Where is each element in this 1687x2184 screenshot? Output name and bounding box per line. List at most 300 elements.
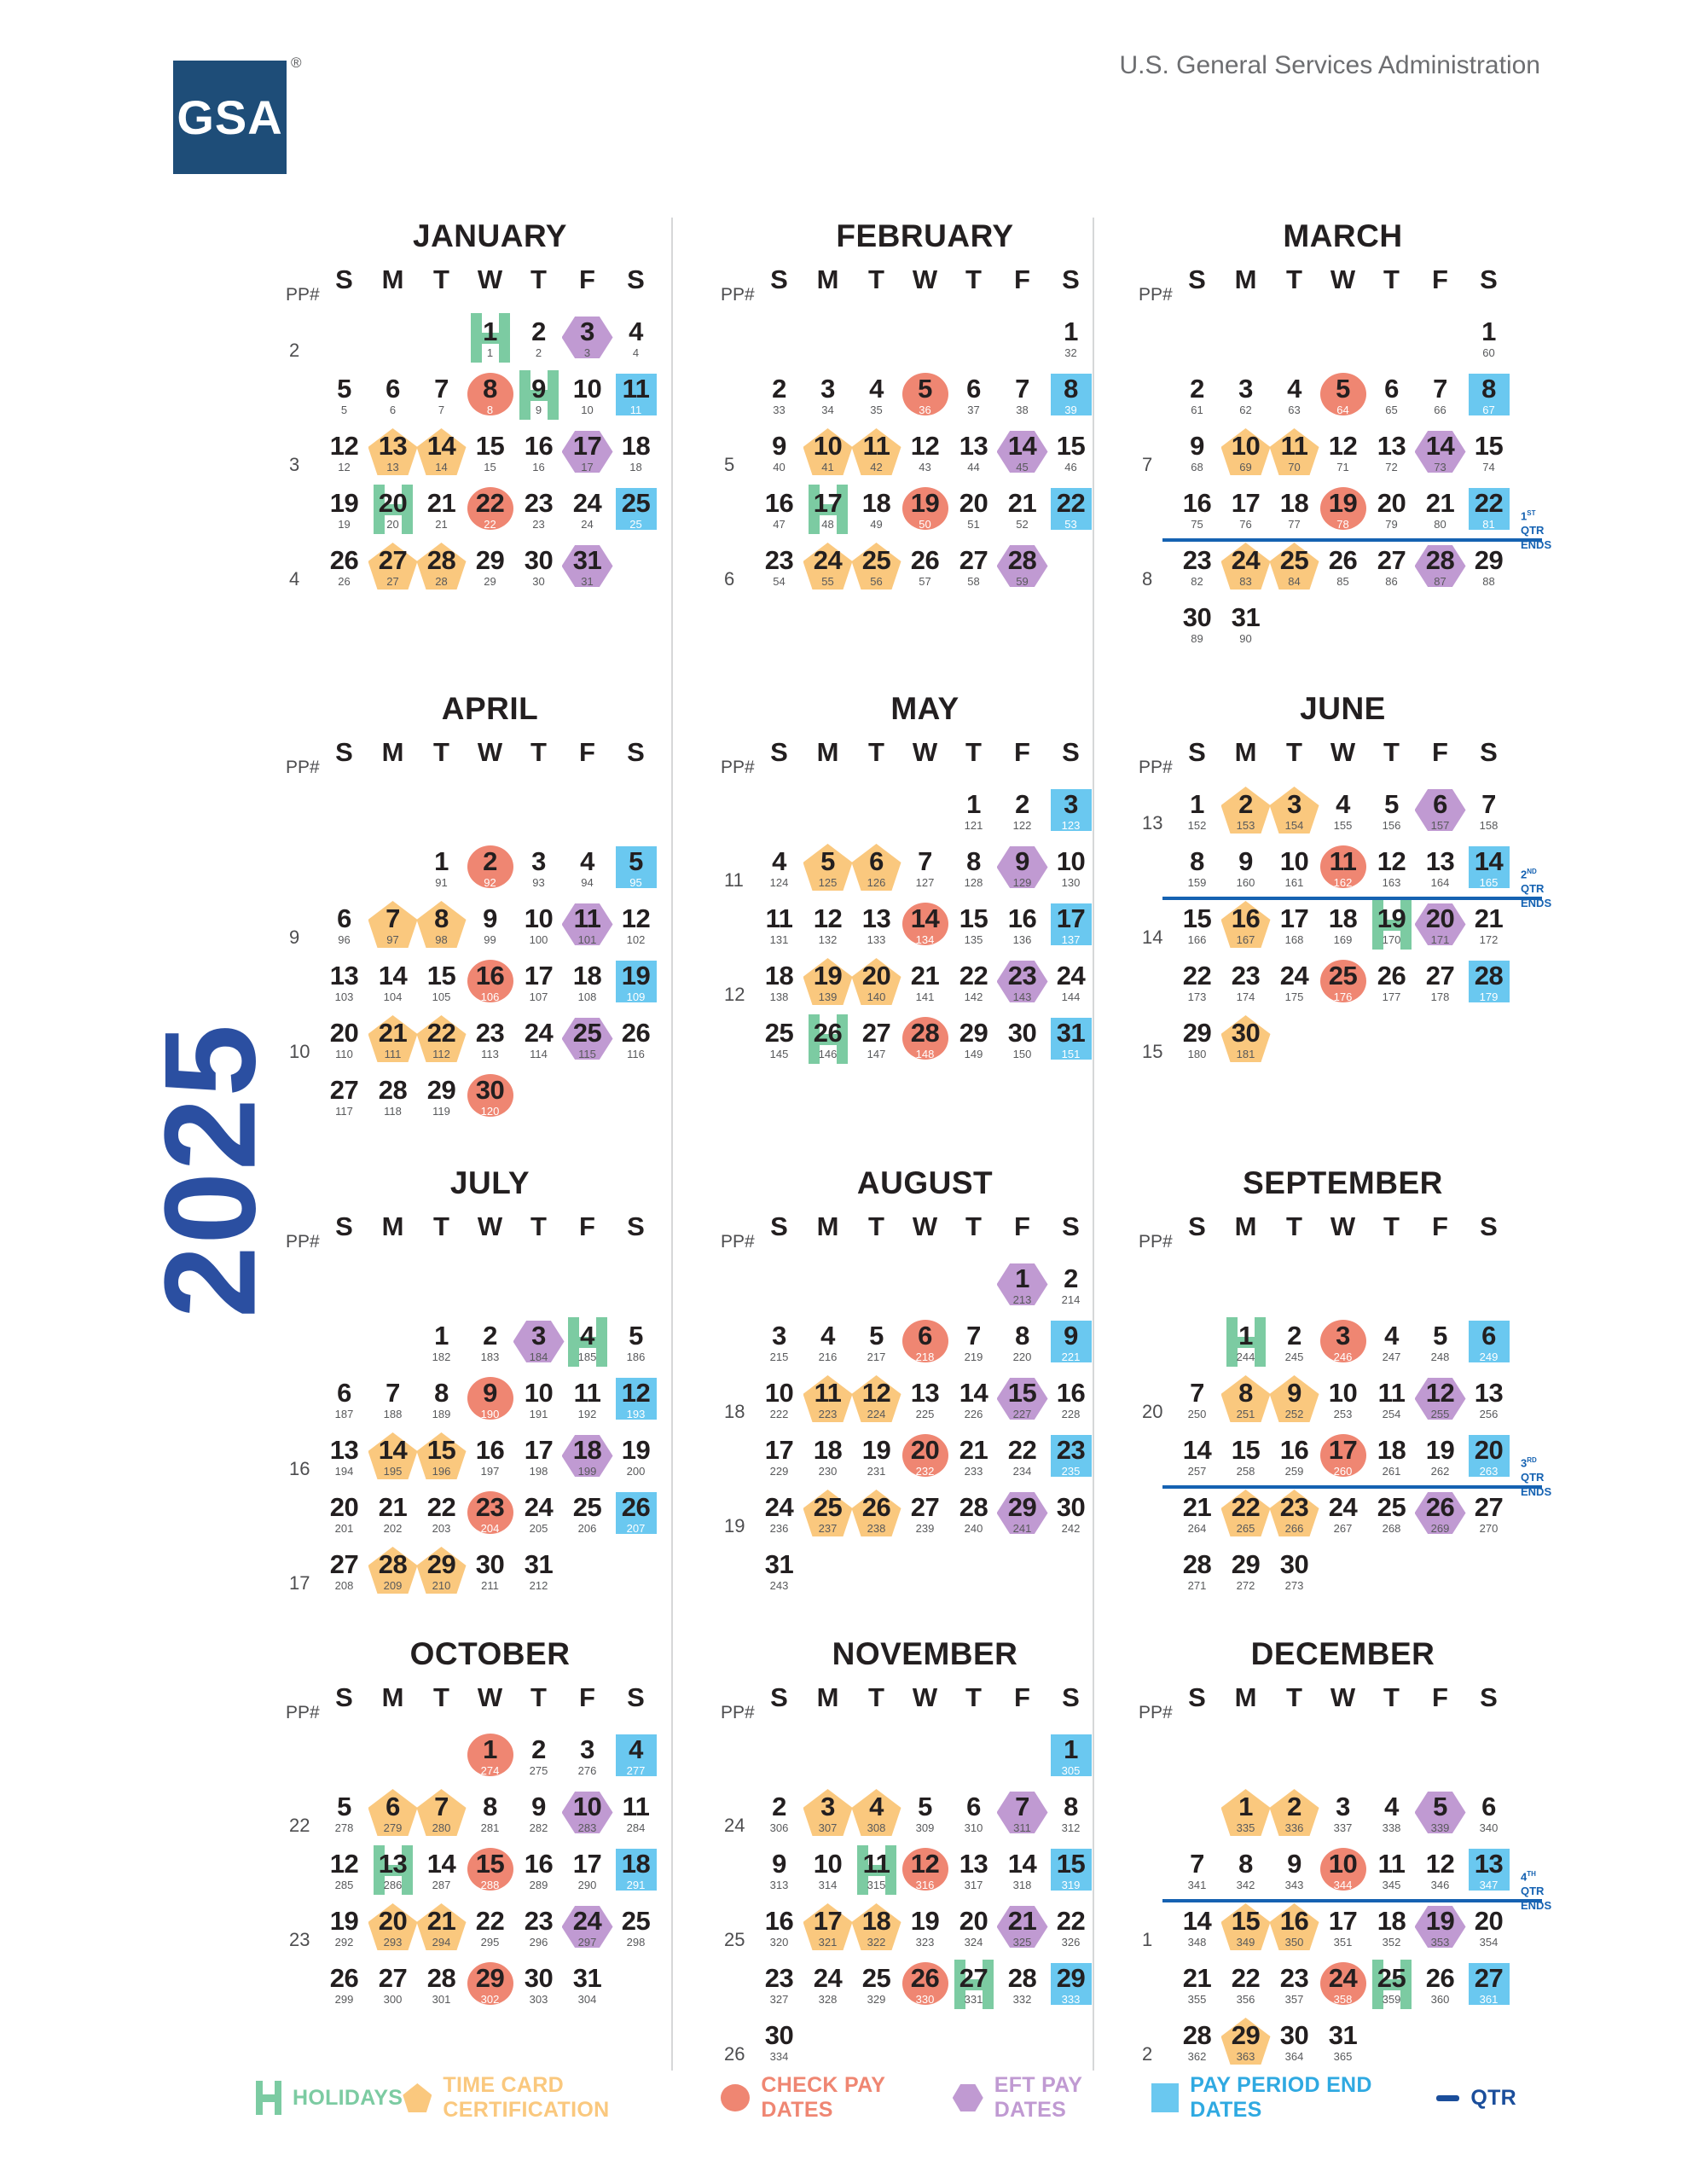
julian-number: 75 xyxy=(1191,518,1203,531)
month-weeks xyxy=(721,1263,1181,1606)
day-number: 6 xyxy=(1481,1792,1496,1821)
julian-number: 177 xyxy=(1382,990,1401,1003)
julian-number: 82 xyxy=(1191,575,1203,588)
julian-number: 326 xyxy=(1061,1936,1081,1949)
day-number: 7 xyxy=(918,846,932,876)
julian-number: 314 xyxy=(818,1879,838,1891)
day-number: 27 xyxy=(1377,545,1406,575)
day-cell xyxy=(1046,903,1095,960)
month-title: MARCH xyxy=(1283,218,1403,253)
day-number: 17 xyxy=(813,1906,843,1936)
julian-number: 256 xyxy=(1479,1408,1499,1420)
week-row xyxy=(1139,1017,1599,1074)
pp-number xyxy=(721,1263,755,1320)
day-number: 26 xyxy=(1377,961,1406,990)
day-number: 12 xyxy=(329,1849,359,1879)
day-cell xyxy=(1319,1962,1367,2019)
month-title: AUGUST xyxy=(856,1165,994,1200)
day-cell xyxy=(1319,1491,1367,1548)
day-cell xyxy=(466,1320,514,1377)
month-title: MAY xyxy=(890,691,959,726)
day-cell xyxy=(563,1491,612,1548)
julian-number: 18 xyxy=(629,461,642,473)
weekday-letter: S xyxy=(335,737,353,767)
day-number: 17 xyxy=(1056,903,1086,933)
day-cell xyxy=(1270,1491,1319,1548)
week-row xyxy=(1139,1320,1599,1377)
week-row xyxy=(1139,1548,1599,1606)
weekday-letter: F xyxy=(579,1682,595,1712)
pp-number: 23 xyxy=(289,1929,310,1950)
day-cell xyxy=(1319,544,1367,601)
month-december xyxy=(1139,1636,1599,2077)
julian-number: 246 xyxy=(1333,1350,1353,1363)
week-row xyxy=(721,373,1181,430)
julian-number: 40 xyxy=(773,461,786,473)
pp-header-cell xyxy=(721,1211,755,1254)
day-cell xyxy=(949,1017,998,1074)
day-number: 29 xyxy=(426,1075,456,1105)
julian-number: 329 xyxy=(867,1993,886,2006)
day-cell xyxy=(1046,1905,1095,1962)
day-number: 20 xyxy=(1474,1435,1504,1465)
julian-number: 115 xyxy=(578,1048,596,1060)
weekday-letter: S xyxy=(1480,737,1498,767)
day-cell xyxy=(852,1434,901,1491)
day-number: 29 xyxy=(1056,1963,1086,1993)
day-cell xyxy=(803,373,852,430)
weekday-letter: T xyxy=(1383,1211,1400,1241)
day-number: 17 xyxy=(572,431,602,461)
julian-number: 100 xyxy=(529,933,548,946)
pp-header-label: PP# xyxy=(1139,1232,1173,1252)
day-cell xyxy=(1270,601,1319,659)
pp-number xyxy=(721,1434,755,1491)
pp-number xyxy=(721,1548,755,1606)
pp-number xyxy=(1139,601,1173,659)
julian-number: 323 xyxy=(915,1936,935,1949)
julian-number: 110 xyxy=(335,1048,353,1060)
day-cell xyxy=(852,903,901,960)
day-cell xyxy=(1367,1017,1416,1074)
day-cell xyxy=(1270,1905,1319,1962)
julian-number: 180 xyxy=(1187,1048,1207,1060)
day-cell xyxy=(1046,1791,1095,1848)
day-cell xyxy=(417,960,466,1017)
day-number: 19 xyxy=(861,1435,891,1465)
day-cell xyxy=(1173,1377,1221,1434)
julian-number: 328 xyxy=(818,1993,838,2006)
day-number: 15 xyxy=(426,961,456,990)
day-number: 28 xyxy=(426,545,456,575)
weekday-letter: W xyxy=(912,264,938,294)
day-number: 13 xyxy=(329,961,359,990)
month-weeks xyxy=(286,845,746,1131)
qtr-end-line xyxy=(1162,538,1542,542)
month-october xyxy=(286,1636,746,2019)
day-cell xyxy=(1464,788,1513,845)
day-cell xyxy=(1173,1017,1221,1074)
day-number: 22 xyxy=(1056,488,1086,518)
pp-number: 19 xyxy=(724,1515,745,1536)
day-cell xyxy=(417,1791,466,1848)
day-cell xyxy=(1046,316,1095,373)
day-cell xyxy=(901,544,949,601)
pp-number xyxy=(721,1734,755,1791)
day-cell xyxy=(1416,788,1464,845)
day-number: 22 xyxy=(426,1018,456,1048)
day-number: 11 xyxy=(622,374,650,404)
day-cell xyxy=(1367,788,1416,845)
julian-number: 22 xyxy=(484,518,496,531)
julian-number: 207 xyxy=(626,1522,646,1535)
day-number: 20 xyxy=(959,1906,988,1936)
pp-number: 12 xyxy=(724,984,745,1005)
weekday-letter: W xyxy=(477,1211,503,1241)
julian-number: 158 xyxy=(1479,819,1499,832)
pp-number: 18 xyxy=(724,1401,745,1422)
day-cell xyxy=(1046,1434,1095,1491)
julian-number: 272 xyxy=(1236,1579,1255,1592)
day-number: 5 xyxy=(918,1792,932,1821)
julian-number: 206 xyxy=(577,1522,597,1535)
day-number: 23 xyxy=(1279,1963,1309,1993)
julian-number: 302 xyxy=(480,1993,500,2006)
julian-number: 358 xyxy=(1333,1993,1353,2006)
weekday-letter: W xyxy=(477,737,503,767)
day-cell xyxy=(1319,373,1367,430)
day-number: 27 xyxy=(959,545,988,575)
day-number: 25 xyxy=(572,1492,602,1522)
day-number: 21 xyxy=(959,1435,988,1465)
julian-number: 47 xyxy=(773,518,786,531)
day-cell xyxy=(1464,2019,1513,2077)
julian-number: 95 xyxy=(629,876,642,889)
day-cell xyxy=(852,1320,901,1377)
day-number: 18 xyxy=(1279,488,1309,518)
day-cell xyxy=(368,430,417,487)
julian-number: 253 xyxy=(1333,1408,1353,1420)
day-cell xyxy=(1416,1491,1464,1548)
day-number: 10 xyxy=(1279,846,1309,876)
day-number: 13 xyxy=(959,431,988,461)
day-number: 29 xyxy=(959,1018,988,1048)
day-cell xyxy=(1270,903,1319,960)
julian-number: 327 xyxy=(769,1993,789,2006)
day-number: 19 xyxy=(910,1906,940,1936)
weekday-header xyxy=(286,1682,746,1725)
pp-number: 2 xyxy=(289,340,300,361)
day-cell xyxy=(755,430,803,487)
day-cell xyxy=(466,1017,514,1074)
day-cell xyxy=(563,1905,612,1962)
day-cell xyxy=(612,316,660,373)
day-cell xyxy=(755,960,803,1017)
pp-header-label: PP# xyxy=(721,1703,755,1722)
julian-number: 124 xyxy=(769,876,789,889)
day-cell xyxy=(998,2019,1046,2077)
month-title: JULY xyxy=(449,1165,530,1200)
day-cell xyxy=(1367,316,1416,373)
day-number: 3 xyxy=(1287,789,1301,819)
day-cell xyxy=(901,1017,949,1074)
day-cell xyxy=(1367,601,1416,659)
julian-number: 187 xyxy=(334,1408,354,1420)
weekday-letter: T xyxy=(1286,1211,1302,1241)
day-number: 19 xyxy=(1377,903,1406,933)
day-number: 1 xyxy=(434,846,449,876)
day-cell xyxy=(1416,1320,1464,1377)
legend-hexagon-icon xyxy=(953,2084,983,2111)
day-cell xyxy=(901,960,949,1017)
julian-number: 357 xyxy=(1284,1993,1304,2006)
day-cell xyxy=(852,1734,901,1791)
julian-number: 25 xyxy=(629,518,642,531)
day-cell xyxy=(803,1377,852,1434)
day-cell xyxy=(755,373,803,430)
julian-number: 12 xyxy=(338,461,351,473)
weekday-letter: M xyxy=(381,737,404,767)
day-number: 17 xyxy=(524,961,554,990)
week-row xyxy=(286,1905,746,1962)
day-number: 14 xyxy=(959,1378,988,1408)
julian-number: 10 xyxy=(581,404,594,416)
pp-number xyxy=(286,1848,320,1905)
day-number: 18 xyxy=(764,961,794,990)
day-number: 5 xyxy=(918,374,932,404)
day-number: 12 xyxy=(1328,431,1358,461)
day-cell xyxy=(1173,788,1221,845)
day-number: 9 xyxy=(483,1378,497,1408)
legend-item-check-pay-dates xyxy=(721,2073,952,2123)
julian-number: 102 xyxy=(626,933,646,946)
day-number: 24 xyxy=(1328,1963,1358,1993)
julian-number: 8 xyxy=(486,404,494,416)
day-cell xyxy=(368,1320,417,1377)
day-number: 14 xyxy=(910,903,940,933)
day-cell xyxy=(803,960,852,1017)
day-cell xyxy=(1173,845,1221,903)
day-number: 15 xyxy=(1182,903,1212,933)
day-number: 18 xyxy=(621,1849,651,1879)
day-cell xyxy=(612,1017,660,1074)
pp-number xyxy=(286,373,320,430)
day-cell xyxy=(563,1320,612,1377)
day-number: 21 xyxy=(1007,488,1037,518)
day-number: 17 xyxy=(1328,1906,1358,1936)
day-number: 12 xyxy=(910,431,940,461)
julian-number: 152 xyxy=(1187,819,1207,832)
julian-number: 258 xyxy=(1236,1465,1255,1478)
julian-number: 265 xyxy=(1236,1522,1255,1535)
day-number: 21 xyxy=(1474,903,1504,933)
day-cell xyxy=(1270,544,1319,601)
day-number: 6 xyxy=(337,903,351,933)
day-number: 2 xyxy=(1064,1263,1078,1293)
day-cell xyxy=(852,1548,901,1606)
day-number: 10 xyxy=(524,903,554,933)
day-cell xyxy=(612,1491,660,1548)
julian-number: 49 xyxy=(870,518,883,531)
julian-number: 136 xyxy=(1012,933,1032,946)
day-number: 8 xyxy=(1481,374,1496,404)
legend-item-time-card-certification xyxy=(403,2073,721,2123)
day-number: 11 xyxy=(765,903,793,933)
day-number: 9 xyxy=(772,431,786,461)
julian-number: 45 xyxy=(1016,461,1029,473)
day-cell xyxy=(466,487,514,544)
weekday-letter: F xyxy=(1014,264,1030,294)
julian-number: 347 xyxy=(1479,1879,1499,1891)
julian-number: 231 xyxy=(867,1465,886,1478)
week-row xyxy=(721,2019,1181,2077)
day-cell xyxy=(1319,2019,1367,2077)
julian-number: 312 xyxy=(1061,1821,1081,1834)
week-row xyxy=(721,1263,1181,1320)
day-cell xyxy=(803,1791,852,1848)
day-cell xyxy=(514,1434,563,1491)
weekday-letter: T xyxy=(1383,1682,1400,1712)
day-cell xyxy=(1221,1962,1270,2019)
julian-number: 269 xyxy=(1430,1522,1450,1535)
weekday-letter: S xyxy=(1062,264,1080,294)
day-number: 3 xyxy=(531,846,546,876)
julian-number: 59 xyxy=(1016,575,1029,588)
julian-number: 345 xyxy=(1382,1879,1401,1891)
day-cell xyxy=(755,1734,803,1791)
julian-number: 232 xyxy=(915,1465,935,1478)
day-cell xyxy=(901,1377,949,1434)
julian-number: 198 xyxy=(529,1465,548,1478)
julian-number: 140 xyxy=(867,990,886,1003)
day-cell xyxy=(612,1434,660,1491)
day-number: 3 xyxy=(580,1734,594,1764)
julian-number: 191 xyxy=(529,1408,548,1420)
day-cell xyxy=(901,487,949,544)
day-cell xyxy=(466,1905,514,1962)
pp-number xyxy=(1139,1548,1173,1606)
day-number: 28 xyxy=(1425,545,1455,575)
day-number: 1 xyxy=(1064,317,1078,346)
julian-number: 80 xyxy=(1434,518,1446,531)
day-number: 3 xyxy=(820,1792,835,1821)
pp-number xyxy=(721,1962,755,2019)
julian-number: 139 xyxy=(818,990,838,1003)
julian-number: 298 xyxy=(626,1936,646,1949)
day-cell xyxy=(852,1962,901,2019)
pp-number xyxy=(721,316,755,373)
day-cell xyxy=(1173,1791,1221,1848)
day-number: 30 xyxy=(1231,1018,1261,1048)
julian-number: 193 xyxy=(626,1408,646,1420)
week-row xyxy=(721,960,1181,1017)
day-number: 20 xyxy=(378,488,408,518)
day-cell xyxy=(514,1320,563,1377)
week-row xyxy=(286,1074,746,1131)
weekday-letter: S xyxy=(335,1682,353,1712)
julian-number: 62 xyxy=(1239,404,1252,416)
month-march xyxy=(1139,218,1599,659)
weekday-letter: F xyxy=(1014,1211,1030,1241)
day-number: 4 xyxy=(869,1792,884,1821)
julian-number: 331 xyxy=(964,1993,983,2006)
pp-header-label: PP# xyxy=(721,1232,755,1252)
week-row xyxy=(286,373,746,430)
day-cell xyxy=(466,1962,514,2019)
julian-number: 341 xyxy=(1187,1879,1207,1891)
julian-number: 176 xyxy=(1333,990,1353,1003)
month-november xyxy=(721,1636,1181,2077)
weekday-header xyxy=(721,1682,1181,1725)
day-cell xyxy=(901,1491,949,1548)
day-cell xyxy=(1319,960,1367,1017)
day-cell xyxy=(1319,487,1367,544)
julian-number: 20 xyxy=(386,518,399,531)
julian-number: 352 xyxy=(1382,1936,1401,1949)
julian-number: 55 xyxy=(821,575,834,588)
julian-number: 112 xyxy=(432,1048,450,1060)
day-cell xyxy=(1173,544,1221,601)
day-number: 30 xyxy=(475,1549,505,1579)
day-cell xyxy=(417,1548,466,1606)
week-row xyxy=(721,1791,1181,1848)
day-cell xyxy=(852,1905,901,1962)
julian-number: 182 xyxy=(432,1350,451,1363)
julian-number: 319 xyxy=(1061,1879,1081,1891)
day-number: 20 xyxy=(329,1492,359,1522)
day-cell xyxy=(514,1548,563,1606)
julian-number: 69 xyxy=(1239,461,1252,473)
day-cell xyxy=(755,1263,803,1320)
week-row xyxy=(1139,903,1599,960)
julian-number: 4 xyxy=(632,346,640,359)
pp-number xyxy=(286,845,320,903)
julian-number: 174 xyxy=(1236,990,1255,1003)
day-cell xyxy=(1221,487,1270,544)
day-cell xyxy=(755,1962,803,2019)
pp-number xyxy=(1139,1848,1173,1905)
day-number: 29 xyxy=(1231,1549,1261,1579)
julian-number: 235 xyxy=(1061,1465,1081,1478)
pp-number xyxy=(721,1848,755,1905)
month-weeks xyxy=(721,316,1181,601)
day-cell xyxy=(998,1734,1046,1791)
weekday-header xyxy=(1139,264,1599,307)
day-number: 17 xyxy=(1279,903,1309,933)
month-weeks xyxy=(1139,1791,1599,2077)
julian-number: 73 xyxy=(1434,461,1446,473)
weekday-letter: T xyxy=(1286,737,1302,767)
day-cell xyxy=(514,1017,563,1074)
day-cell xyxy=(1270,960,1319,1017)
day-cell xyxy=(320,487,368,544)
day-cell xyxy=(1270,1791,1319,1848)
julian-number: 277 xyxy=(626,1764,646,1777)
julian-number: 354 xyxy=(1479,1936,1499,1949)
julian-number: 238 xyxy=(867,1522,886,1535)
julian-number: 337 xyxy=(1333,1821,1353,1834)
julian-number: 307 xyxy=(818,1821,838,1834)
day-cell xyxy=(949,845,998,903)
julian-number: 324 xyxy=(964,1936,983,1949)
day-cell xyxy=(466,316,514,373)
weekday-letter: M xyxy=(816,264,839,294)
day-number: 14 xyxy=(426,431,456,461)
day-cell xyxy=(1270,1320,1319,1377)
day-cell xyxy=(1046,788,1095,845)
day-number: 28 xyxy=(1182,1549,1212,1579)
day-number: 14 xyxy=(378,961,408,990)
